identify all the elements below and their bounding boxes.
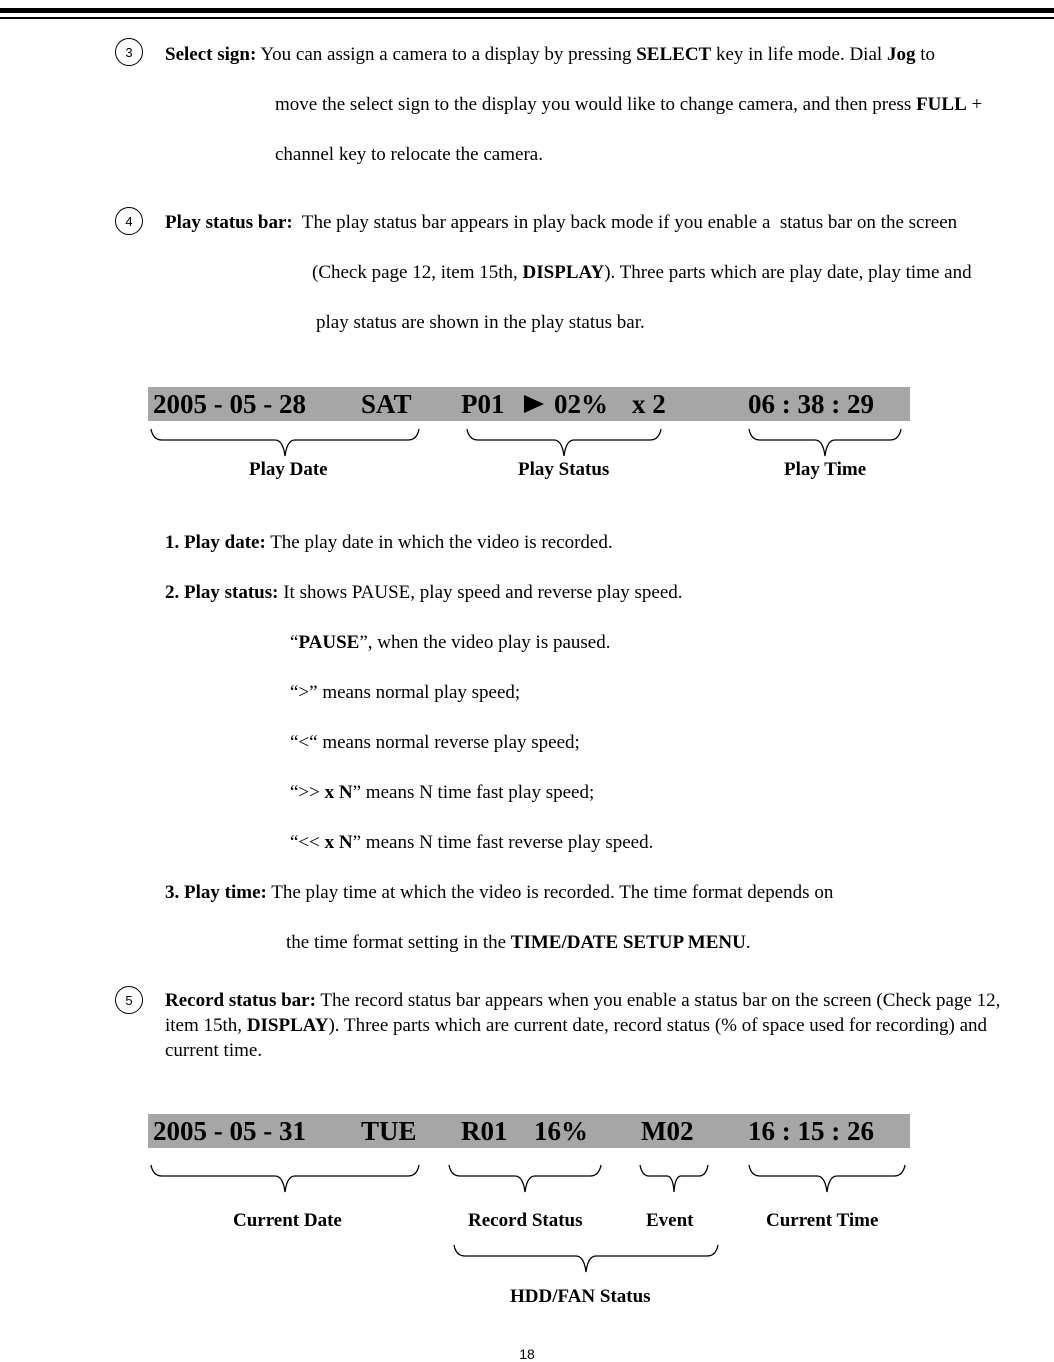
play-speed-value: x 2 bbox=[632, 389, 666, 419]
play-date-brace bbox=[150, 428, 420, 458]
play-status-bar-label: Play Status bbox=[518, 459, 610, 480]
text: The play status bar appears in play back mode if you enable a status bar on the screen bbox=[292, 212, 958, 233]
select-sign-line3: channel key to relocate the camera. bbox=[275, 144, 543, 165]
record-status-bar-graphic bbox=[148, 1114, 910, 1148]
def-label: 1. Play date: bbox=[165, 532, 266, 553]
record-status-paragraph bbox=[165, 988, 1035, 1063]
play-triangle-icon bbox=[524, 395, 544, 413]
item-number-3: 3 bbox=[115, 38, 143, 66]
item-number-4: 4 bbox=[115, 207, 143, 235]
play-channel-value: P01 bbox=[461, 389, 505, 419]
status-pause bbox=[290, 632, 610, 654]
def-play-status bbox=[165, 582, 683, 604]
text: move the select sign to the display you would like to change camera, and then press bbox=[275, 94, 917, 115]
text: You can assign a camera to a display by pressing bbox=[256, 44, 637, 65]
status-fast-play bbox=[290, 782, 594, 804]
text: . bbox=[745, 932, 751, 953]
def-label: 2. Play status: bbox=[165, 582, 279, 603]
text: “ bbox=[290, 632, 299, 653]
text: The play time at which the video is recorded. The time format depends on bbox=[266, 882, 834, 903]
play-time-value: 06 : 38 : 29 bbox=[748, 389, 874, 419]
play-status-label: Play status bar: bbox=[165, 212, 293, 233]
text: The play date in which the video is recorded. bbox=[265, 532, 613, 553]
key-time-date-setup-menu: TIME/DATE SETUP MENU bbox=[510, 932, 746, 953]
text: It shows PAUSE, play speed and reverse play speed. bbox=[278, 582, 683, 603]
play-status-line1 bbox=[165, 212, 957, 234]
text: ” means N time fast play speed; bbox=[352, 782, 595, 803]
record-percent-value: 16% bbox=[534, 1116, 588, 1146]
event-label: Event bbox=[646, 1210, 694, 1231]
status-normal-reverse: “<“ means normal reverse play speed; bbox=[290, 732, 580, 753]
record-channel-value: R01 bbox=[461, 1116, 508, 1146]
def-play-time bbox=[165, 882, 833, 904]
key-select: SELECT bbox=[636, 44, 712, 65]
def-play-time-line2 bbox=[286, 932, 751, 954]
text: “>> bbox=[290, 782, 325, 803]
hdd-fan-status-label: HDD/FAN Status bbox=[510, 1286, 651, 1307]
text: The record status bar appears when you enable a status bar on the screen (Check page 12, item 15th, bbox=[165, 990, 1001, 1036]
record-time-value: 16 : 15 : 26 bbox=[748, 1116, 874, 1146]
status-normal-play: “>” means normal play speed; bbox=[290, 682, 521, 703]
item-number-5: 5 bbox=[115, 986, 143, 1014]
hdd-fan-brace bbox=[453, 1244, 719, 1274]
record-day-value: TUE bbox=[361, 1116, 417, 1146]
key-jog: Jog bbox=[886, 44, 916, 65]
text: + bbox=[966, 94, 983, 115]
current-date-label: Current Date bbox=[233, 1210, 342, 1231]
select-sign-line1 bbox=[165, 44, 935, 66]
record-status-brace bbox=[448, 1164, 602, 1194]
def-label: 3. Play time: bbox=[165, 882, 267, 903]
key-display: DISPLAY bbox=[522, 262, 605, 283]
def-play-date bbox=[165, 532, 613, 554]
play-status-brace bbox=[466, 428, 662, 458]
event-brace bbox=[639, 1164, 709, 1194]
page-number: 18 bbox=[519, 1346, 535, 1362]
text: ”, when the video play is paused. bbox=[359, 632, 611, 653]
play-date-value: 2005 - 05 - 28 bbox=[153, 389, 306, 419]
play-time-brace bbox=[748, 428, 902, 458]
current-time-brace bbox=[748, 1164, 906, 1194]
key-xn: x N bbox=[324, 832, 353, 853]
header-rule-thick bbox=[0, 8, 1054, 13]
select-sign-line2 bbox=[275, 94, 982, 116]
play-time-label: Play Time bbox=[784, 459, 867, 480]
play-status-line3: play status are shown in the play status bar. bbox=[316, 312, 645, 333]
key-xn: x N bbox=[324, 782, 353, 803]
play-date-label: Play Date bbox=[249, 459, 328, 480]
current-date-brace bbox=[150, 1164, 420, 1194]
text: “<< bbox=[290, 832, 325, 853]
record-date-value: 2005 - 05 - 31 bbox=[153, 1116, 306, 1146]
play-day-value: SAT bbox=[361, 389, 412, 419]
play-percent-value: 02% bbox=[554, 389, 608, 419]
key-display: DISPLAY bbox=[246, 1015, 329, 1036]
record-status-bar-label: Record Status bbox=[468, 1210, 583, 1231]
play-status-bar-graphic bbox=[148, 387, 910, 421]
text: to bbox=[915, 44, 935, 65]
text: key in life mode. Dial bbox=[711, 44, 887, 65]
key-pause: PAUSE bbox=[298, 632, 360, 653]
text: ). Three parts which are current date, record status (% of space used for recording) and current time. bbox=[165, 1015, 988, 1061]
play-status-line2 bbox=[312, 262, 972, 284]
header-rule-thin bbox=[0, 17, 1054, 19]
select-sign-label: Select sign: bbox=[165, 44, 257, 65]
text: (Check page 12, item 15th, bbox=[312, 262, 523, 283]
text: ). Three parts which are play date, play time and bbox=[604, 262, 972, 283]
status-fast-reverse bbox=[290, 832, 653, 854]
current-time-label: Current Time bbox=[766, 1210, 879, 1231]
record-event-value: M02 bbox=[641, 1116, 694, 1146]
text: ” means N time fast reverse play speed. bbox=[352, 832, 654, 853]
record-status-label: Record status bar: bbox=[165, 990, 316, 1011]
text: the time format setting in the bbox=[286, 932, 511, 953]
key-full: FULL bbox=[916, 94, 967, 115]
